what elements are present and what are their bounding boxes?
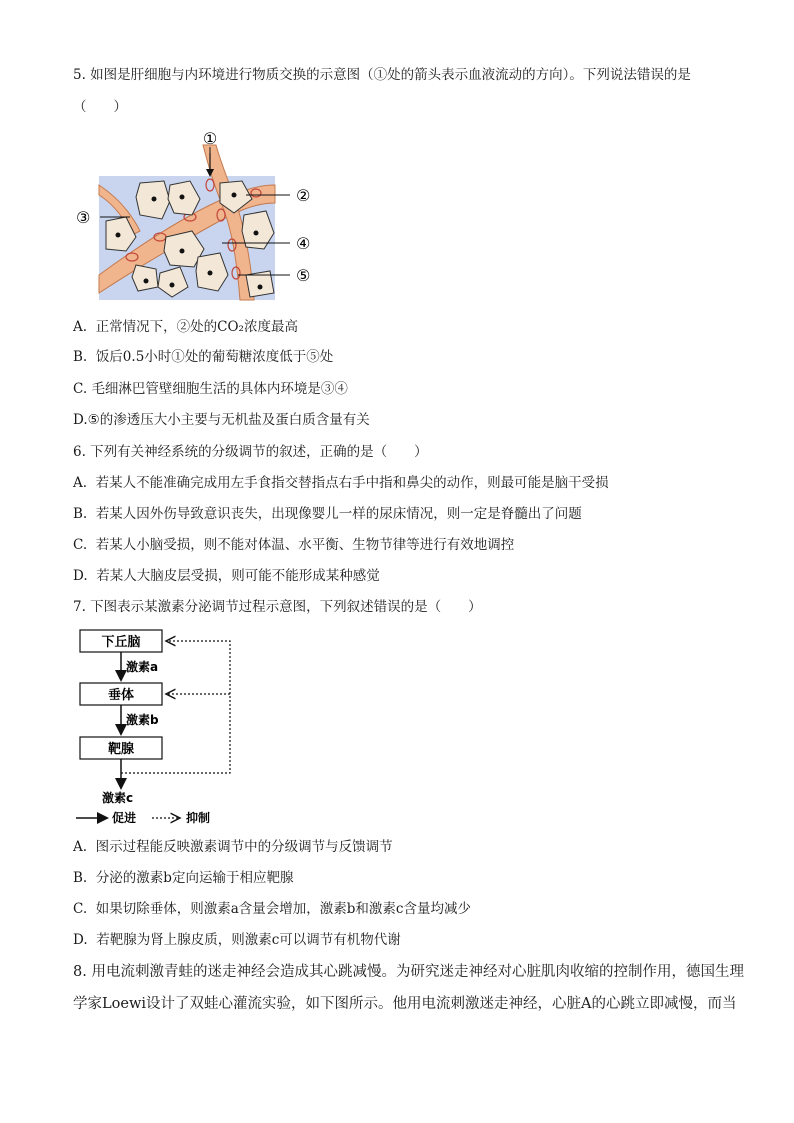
- q5-option-a: [73, 318, 298, 336]
- option-text: ⑤的渗透压大小主要与无机盐及蛋白质含量有关: [87, 412, 370, 428]
- legend-inhibit-label: 抑制: [186, 811, 211, 825]
- option-letter: B.: [73, 870, 88, 886]
- option-text: 正常情况下，②处的CO₂浓度最高: [95, 319, 298, 335]
- liver-cell-exchange-figure: [70, 125, 330, 305]
- option-letter: B.: [73, 506, 88, 522]
- q8-stem-line2: 学家Loewi设计了双蛙心灌流实验，如下图所示。他用电流刺激迷走神经，心脏A的心跳立即减慢，而当: [73, 996, 737, 1012]
- option-text: 分泌的激素b定向运输于相应靶腺: [95, 870, 294, 886]
- option-text: 若靶腺为肾上腺皮质，则激素c可以调节有机物代谢: [96, 932, 401, 948]
- hypothalamus-label: 下丘脑: [101, 635, 141, 650]
- label-5: ⑤: [296, 266, 311, 285]
- option-letter: C.: [73, 381, 88, 397]
- option-letter: A.: [73, 839, 88, 855]
- option-text: 毛细淋巴管壁细胞生活的具体内环境是③④: [91, 381, 348, 397]
- option-text: 若某人因外伤导致意识丧失，出现像婴儿一样的尿床情况，则一定是脊髓出了问题: [95, 506, 582, 522]
- option-letter: D.: [73, 568, 88, 584]
- hormone-a-label: 激素a: [126, 660, 159, 674]
- option-text: 图示过程能反映激素调节中的分级调节与反馈调节: [95, 839, 393, 855]
- q6-option-d: [73, 567, 380, 585]
- q5-stem-line2: （ ）: [73, 99, 127, 115]
- option-text: 如果切除垂体，则激素a含量会增加，激素b和激素c含量均减少: [95, 901, 471, 917]
- option-letter: A.: [73, 475, 88, 491]
- label-2: ②: [296, 186, 311, 205]
- q5-option-b: [73, 348, 333, 366]
- hormone-c-label: 激素c: [102, 791, 134, 805]
- q5-stem-line1: 5. 如图是肝细胞与内环境进行物质交换的示意图（①处的箭头表示血液流动的方向）。下列说法错误的是: [73, 67, 691, 83]
- label-4: ④: [296, 234, 311, 253]
- hormone-regulation-diagram: [72, 625, 242, 830]
- q7-option-b: [73, 869, 293, 887]
- option-text: 饭后0.5小时①处的葡萄糖浓度低于⑤处: [95, 349, 334, 365]
- q7-option-a: [73, 838, 393, 856]
- hormone-b-label: 激素b: [126, 713, 159, 727]
- q7-stem: 7. 下图表示某激素分泌调节过程示意图，下列叙述错误的是（ ）: [73, 599, 482, 615]
- option-text: 若某人不能准确完成用左手食指交替指点右手中指和鼻尖的动作，则最可能是脑干受损: [95, 475, 609, 491]
- q6-option-b: [73, 505, 582, 523]
- target-gland-label: 靶腺: [107, 742, 135, 757]
- legend-promote-label: 促进: [112, 811, 137, 825]
- q6-stem: 6. 下列有关神经系统的分级调节的叙述，正确的是（ ）: [73, 444, 428, 460]
- option-letter: D.: [73, 932, 88, 948]
- option-letter: C.: [73, 901, 88, 917]
- label-1: ①: [202, 129, 218, 148]
- q6-option-a: [73, 474, 609, 492]
- label-3: ③: [76, 208, 91, 227]
- option-text: 若某人大脑皮层受损，则可能不能形成某种感觉: [96, 568, 380, 584]
- q5-option-c: [73, 380, 348, 398]
- option-text: 若某人小脑受损，则不能对体温、水平衡、生物节律等进行有效地调控: [95, 537, 515, 553]
- q8-stem-line1: 8. 用电流刺激青蛙的迷走神经会造成其心跳减慢。为研究迷走神经对心脏肌肉收缩的控制作用，德国生理: [73, 964, 744, 980]
- option-letter: D.: [73, 412, 88, 428]
- option-letter: C.: [73, 537, 88, 553]
- option-letter: A.: [73, 319, 88, 335]
- option-letter: B.: [73, 349, 88, 365]
- q7-option-c: [73, 900, 471, 918]
- q7-option-d: [73, 931, 401, 949]
- q6-option-c: [73, 536, 514, 554]
- pituitary-label: 垂体: [107, 688, 135, 703]
- q5-option-d: [73, 411, 370, 429]
